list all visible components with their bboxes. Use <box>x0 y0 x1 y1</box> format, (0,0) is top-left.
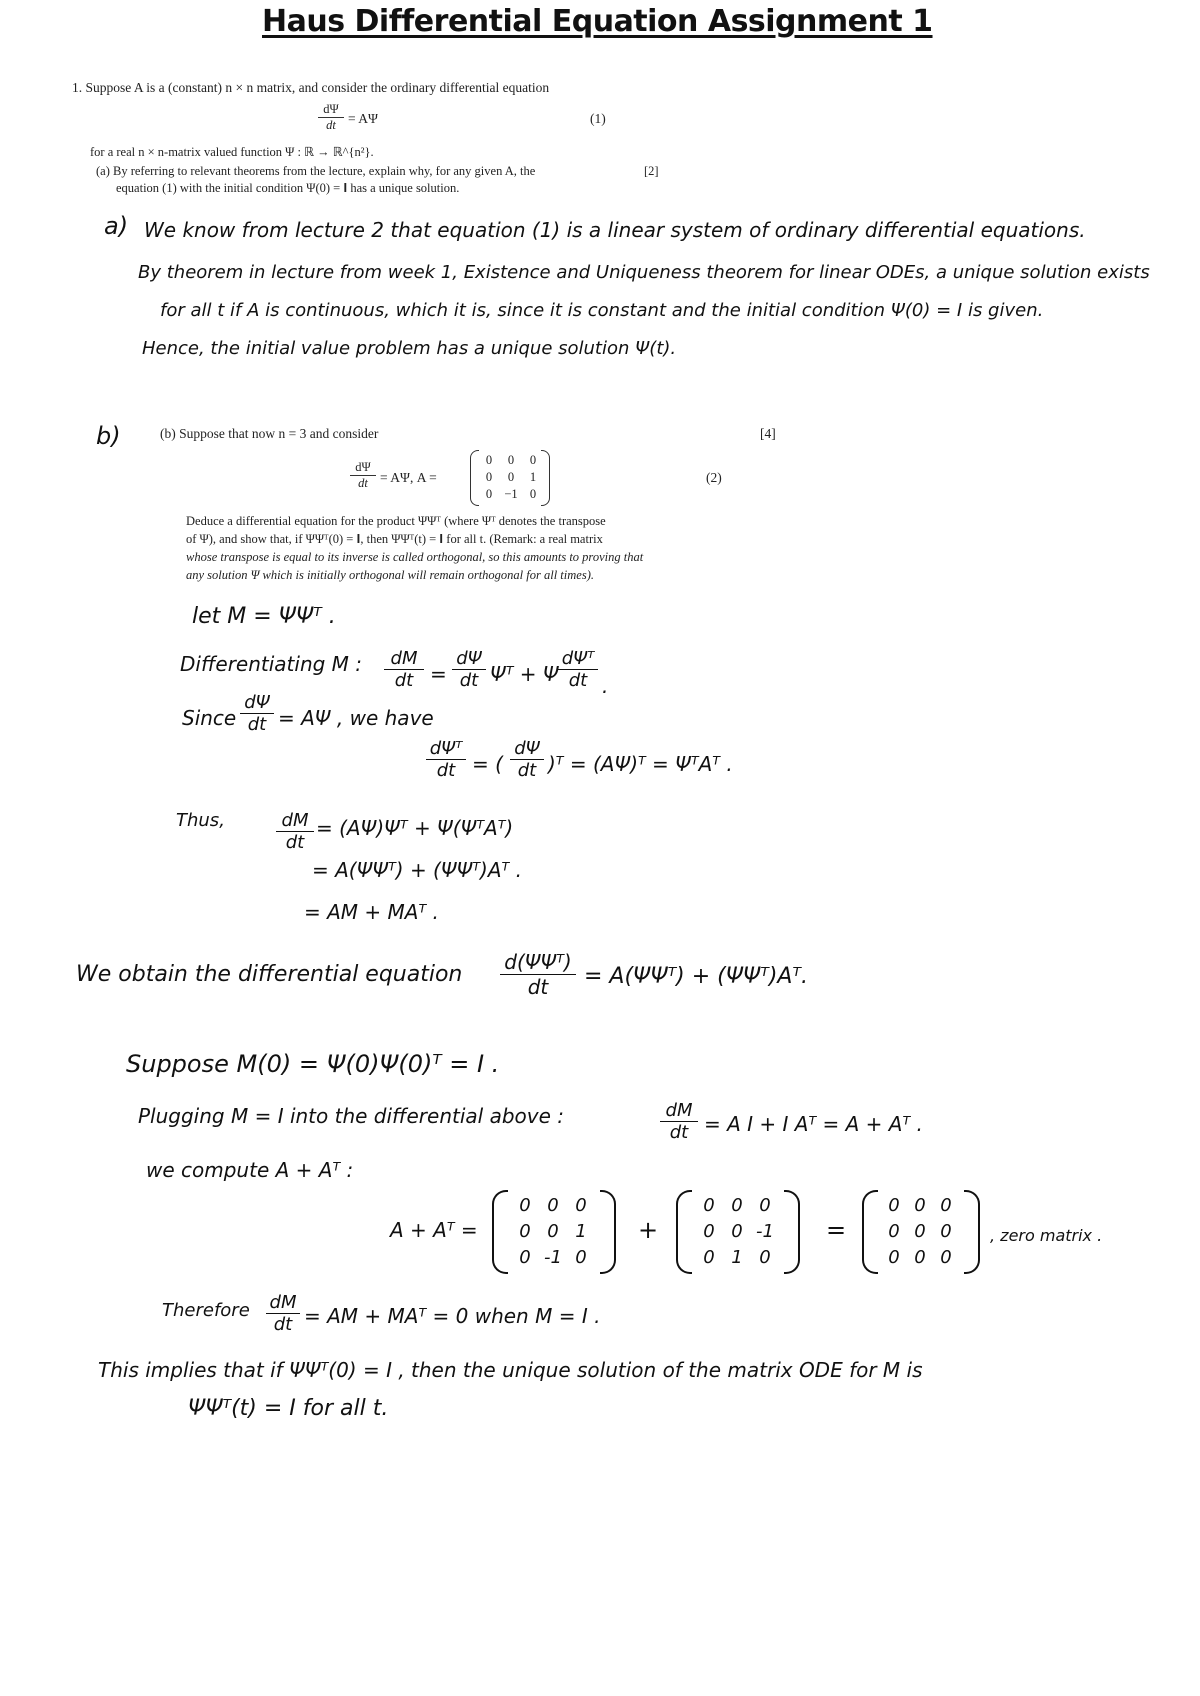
matrix-plus: + <box>638 1216 659 1244</box>
question-1b-desc-4: any solution Ψ which is initially orthogonal will remain orthogonal for all times). <box>186 568 594 582</box>
dM-numerator-2: dM <box>276 810 314 832</box>
matrix-zero-cell-1-0: 0 <box>888 1221 900 1242</box>
matrix-A-transpose-cell-2-0: 0 <box>703 1247 715 1268</box>
answer-a-label: a) <box>104 212 129 240</box>
eq2-fraction <box>350 460 376 491</box>
eq2-matrix-cell-2-0: 0 <box>485 487 493 501</box>
matrix-A-cell-2-2: 0 <box>575 1247 587 1268</box>
matrix-zero-cell-1-1: 0 <box>914 1221 926 1242</box>
dPsi-denominator-2: dt <box>247 714 267 735</box>
matrix-zero-cell-0-0: 0 <box>888 1195 900 1216</box>
eq2-matrix-cell-1-1: 0 <box>507 470 515 484</box>
answer-a-line-1: We know from lecture 2 that equation (1) is a linear system of ordinary differential equations. <box>144 218 1086 242</box>
implies-line-1: This implies that if ΨΨᵀ(0) = I , then the unique solution of the matrix ODE for M is <box>98 1358 923 1382</box>
answer-b-let: let M = ΨΨᵀ . <box>192 604 336 629</box>
question-1b-desc-3: whose transpose is equal to its inverse is called orthogonal, so this amounts to proving that <box>186 550 644 564</box>
dM-denominator-2: dt <box>285 832 305 853</box>
matrix-A-cell-1-1: 0 <box>547 1221 559 1242</box>
eq2-tag: (2) <box>706 470 722 485</box>
eq1-denominator: dt <box>326 118 336 132</box>
dM-denominator-3: dt <box>669 1122 689 1143</box>
thus-line-1: = (AΨ)Ψᵀ + Ψ(ΨᵀAᵀ) <box>316 816 514 840</box>
matrix-zero-cell-2-2: 0 <box>940 1247 952 1268</box>
eq2-matrix <box>470 450 550 506</box>
suppose-line: Suppose M(0) = Ψ(0)Ψ(0)ᵀ = I . <box>126 1050 500 1078</box>
dPsi-dt-fraction-2 <box>240 692 274 735</box>
thus-line-3: = AM + MAᵀ . <box>304 900 439 924</box>
matrix-equals: = <box>826 1216 847 1244</box>
therefore-label: Therefore <box>162 1300 250 1321</box>
dM-denominator-4: dt <box>273 1314 293 1335</box>
answer-b-label: b) <box>96 422 121 450</box>
dM-numerator-3: dM <box>660 1100 698 1122</box>
matrix-A-cell-1-0: 0 <box>519 1221 531 1242</box>
eq2-matrix-cell-0-1: 0 <box>507 453 515 467</box>
dPsiT-dt-fraction-2 <box>426 738 466 781</box>
question-1a-marks: [2] <box>644 164 659 178</box>
matrix-zero-cell-2-1: 0 <box>914 1247 926 1268</box>
matrix-A-cell-0-0: 0 <box>519 1195 531 1216</box>
answer-a-line-3: for all t if A is continuous, which it is, since it is constant and the initial condition Ψ(0) = I is given. <box>160 300 1044 321</box>
eq2-matrix-cell-0-2: 0 <box>529 453 537 467</box>
question-1a-line-2: equation (1) with the initial condition Ψ(0) = 𝐈 has a unique solution. <box>116 181 460 195</box>
question-1b-intro: (b) Suppose that now n = 3 and consider <box>160 426 379 441</box>
matrix-A-transpose-cell-1-2: -1 <box>756 1221 774 1242</box>
thus-label: Thus, <box>176 810 225 831</box>
page-title: Haus Differential Equation Assignment 1 <box>262 4 933 39</box>
since-rhs: = AΨ , we have <box>278 706 434 730</box>
question-1b-desc-2: of Ψ), and show that, if ΨΨᵀ(0) = 𝐈, then ΨΨᵀ(t) = 𝐈 for all t. (Remark: a real matrix <box>186 532 603 546</box>
transpose-rhs: )ᵀ = (AΨ)ᵀ = ΨᵀAᵀ . <box>548 752 733 776</box>
dPsiT-denominator-2: dt <box>436 760 456 781</box>
eq2-matrix-cell-2-1: −1 <box>504 487 518 501</box>
plugging-line: Plugging M = I into the differential above : <box>138 1104 564 1128</box>
matrix-A-transpose-cell-0-2: 0 <box>759 1195 771 1216</box>
eq2-matrix-cell-2-2: 0 <box>529 487 537 501</box>
product-rule-dot: . <box>602 674 609 698</box>
eq2-numerator: dΨ <box>350 460 376 476</box>
obtain-fraction <box>500 950 576 999</box>
since-label: Since <box>182 706 237 730</box>
eq2-matrix-cell-0-0: 0 <box>485 453 493 467</box>
matrix-A-cell-2-1: -1 <box>544 1247 562 1268</box>
dPsi-numerator-1: dΨ <box>452 648 486 670</box>
matrix-zero-cell-0-1: 0 <box>914 1195 926 1216</box>
dM-dt-fraction-4 <box>266 1292 300 1335</box>
dPsi-numerator-2: dΨ <box>240 692 274 714</box>
matrix-A-cell-0-1: 0 <box>547 1195 559 1216</box>
product-rule-middle: Ψᵀ + Ψ <box>490 662 559 686</box>
eq1-fraction <box>318 102 344 133</box>
dPsi-denominator-3: dt <box>517 760 537 781</box>
dM-denominator-1: dt <box>394 670 414 691</box>
eq2-middle: = AΨ, A = <box>380 470 437 485</box>
matrix-zero-cell-0-2: 0 <box>940 1195 952 1216</box>
matrix-A <box>492 1190 616 1274</box>
matrix-A-transpose-cell-0-1: 0 <box>731 1195 743 1216</box>
eq1-rhs: = AΨ <box>348 111 378 126</box>
matrix-A-transpose-cell-2-2: 0 <box>759 1247 771 1268</box>
obtain-text: We obtain the differential equation <box>76 962 463 987</box>
question-1b-desc-1: Deduce a differential equation for the product ΨΨᵀ (where Ψᵀ denotes the transpose <box>186 514 606 528</box>
eq2-matrix-cell-1-0: 0 <box>485 470 493 484</box>
compute-line: we compute A + Aᵀ : <box>146 1158 354 1182</box>
answer-a-line-4: Hence, the initial value problem has a unique solution Ψ(t). <box>142 338 677 359</box>
matrix-A-transpose-cell-1-1: 0 <box>731 1221 743 1242</box>
dM-numerator-1: dM <box>384 648 424 670</box>
dPsi-numerator-3: dΨ <box>510 738 544 760</box>
dPsiT-dt-fraction-1 <box>558 648 598 691</box>
question-1-intro: 1. Suppose A is a (constant) n × n matrix, and consider the ordinary differential equation <box>72 80 550 95</box>
question-1b-marks: [4] <box>760 426 776 441</box>
sum-lhs: A + Aᵀ = <box>390 1218 478 1242</box>
zero-matrix-note: , zero matrix . <box>990 1226 1103 1245</box>
transpose-middle: = ( <box>472 752 503 776</box>
plugging-rhs: = A I + I Aᵀ = A + Aᵀ . <box>704 1112 923 1136</box>
dM-dt-fraction-3 <box>660 1100 698 1143</box>
dM-dt-fraction-2 <box>276 810 314 853</box>
matrix-A-transpose-cell-0-0: 0 <box>703 1195 715 1216</box>
product-rule-eq: = <box>430 662 447 686</box>
answer-b-diff-label: Differentiating M : <box>180 652 363 676</box>
matrix-A-transpose <box>676 1190 800 1274</box>
matrix-zero <box>862 1190 980 1274</box>
therefore-rhs: = AM + MAᵀ = 0 when M = I . <box>304 1304 601 1328</box>
obtain-rhs: = A(ΨΨᵀ) + (ΨΨᵀ)Aᵀ. <box>584 964 808 989</box>
question-1-domain: for a real n × n-matrix valued function Ψ : ℝ → ℝ^{n²}. <box>90 145 374 159</box>
matrix-A-cell-0-2: 0 <box>575 1195 587 1216</box>
answer-a-line-2: By theorem in lecture from week 1, Existence and Uniqueness theorem for linear ODEs, a unique solution exists <box>138 262 1150 283</box>
matrix-A-cell-1-2: 1 <box>575 1221 587 1242</box>
eq1-tag: (1) <box>590 111 606 126</box>
matrix-A-transpose-cell-2-1: 1 <box>731 1247 743 1268</box>
dPsi-dt-fraction-3 <box>510 738 544 781</box>
obtain-denominator: dt <box>527 975 549 999</box>
dPsiT-denominator-1: dt <box>568 670 588 691</box>
matrix-A-transpose-cell-1-0: 0 <box>703 1221 715 1242</box>
thus-line-2: = A(ΨΨᵀ) + (ΨΨᵀ)Aᵀ . <box>312 858 522 882</box>
dM-numerator-4: dM <box>266 1292 300 1314</box>
matrix-A-cell-2-0: 0 <box>519 1247 531 1268</box>
dPsi-dt-fraction-1 <box>452 648 486 691</box>
question-1a-line-1: (a) By referring to relevant theorems from the lecture, explain why, for any given A, the <box>96 164 536 178</box>
dPsiT-numerator-1: dΨᵀ <box>558 648 598 670</box>
eq2-matrix-cell-1-2: 1 <box>529 470 537 484</box>
dPsiT-numerator-2: dΨᵀ <box>426 738 466 760</box>
obtain-numerator: d(ΨΨᵀ) <box>500 950 576 975</box>
eq2-denominator: dt <box>358 476 368 490</box>
dPsi-denominator-1: dt <box>459 670 479 691</box>
dM-dt-fraction-1 <box>384 648 424 691</box>
matrix-zero-cell-1-2: 0 <box>940 1221 952 1242</box>
matrix-zero-cell-2-0: 0 <box>888 1247 900 1268</box>
implies-line-2: ΨΨᵀ(t) = I for all t. <box>188 1396 389 1421</box>
eq1-numerator: dΨ <box>318 102 344 118</box>
